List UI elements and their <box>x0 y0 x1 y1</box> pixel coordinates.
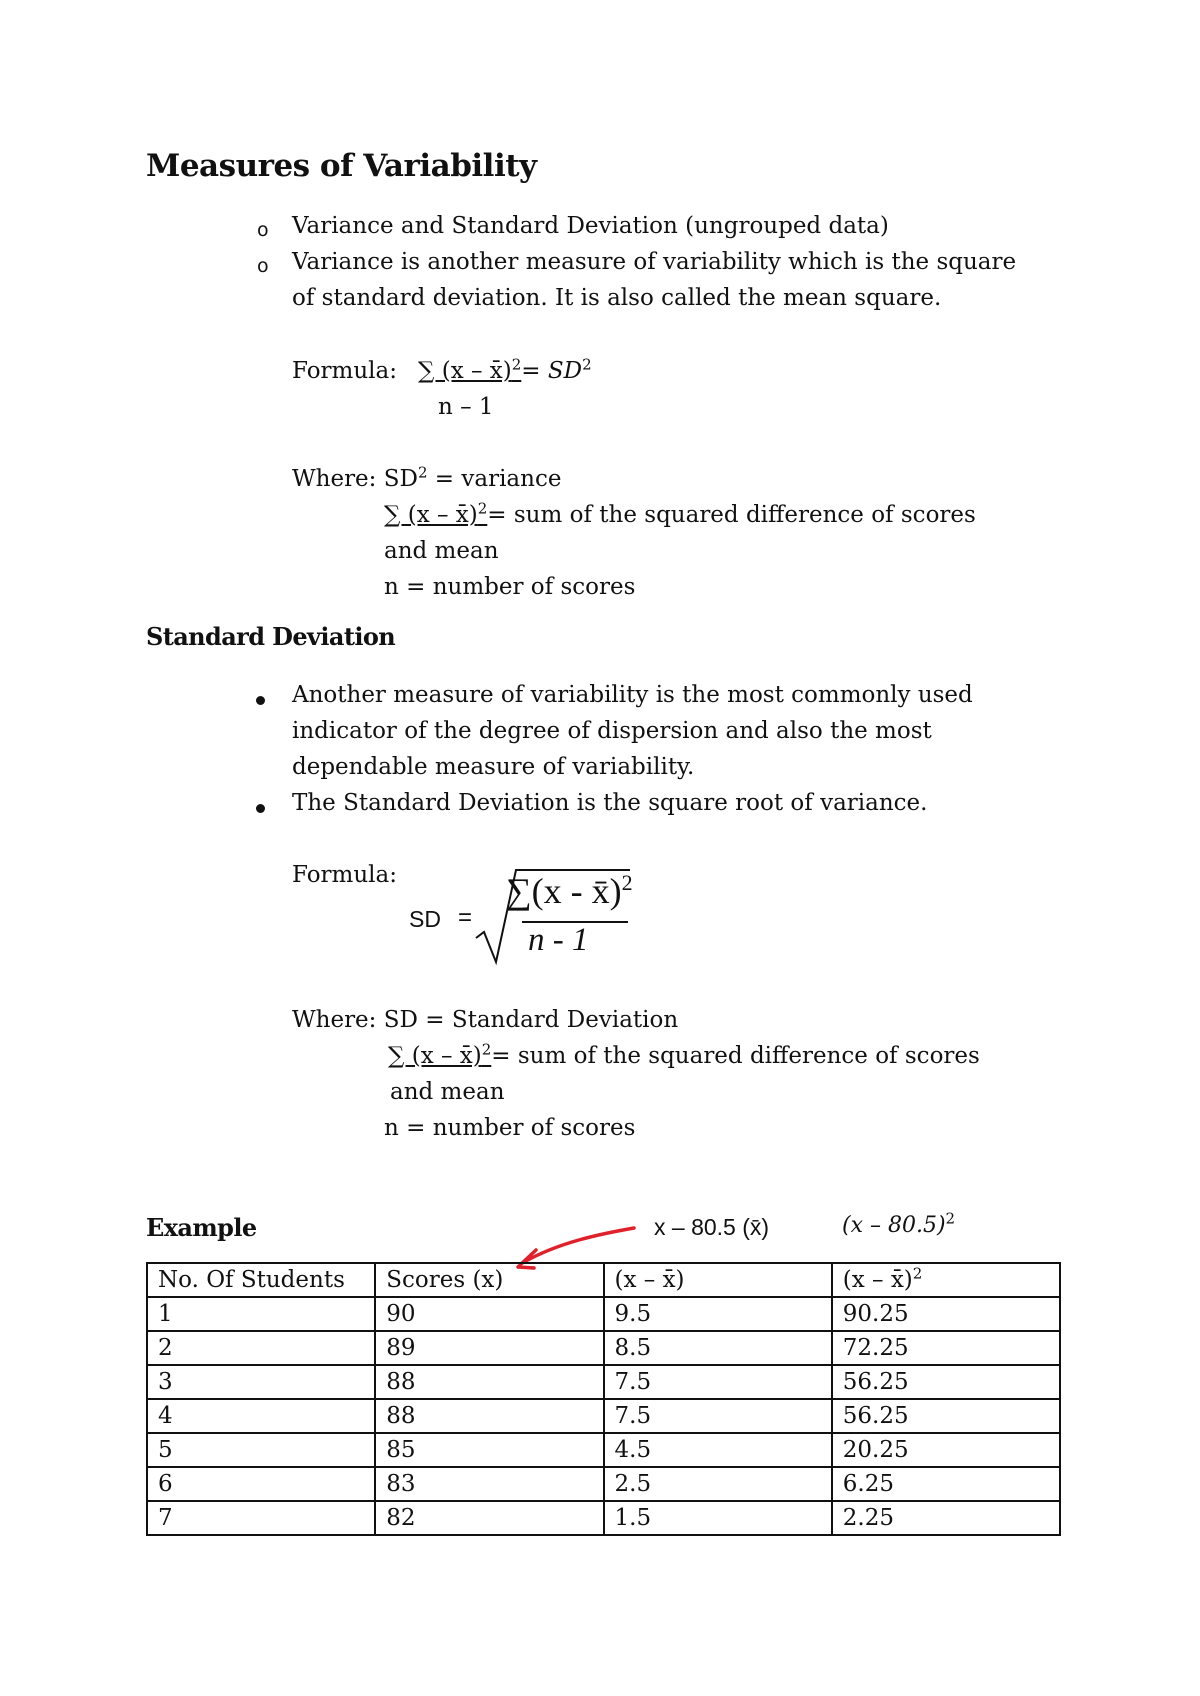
table-header-cell: Scores (x) <box>375 1263 603 1297</box>
table-row <box>147 1365 1060 1399</box>
table-cell: 6 <box>147 1467 375 1501</box>
variance-formula-sup: 2 <box>511 355 522 374</box>
table-cell: 89 <box>375 1331 603 1365</box>
table-cell: 1.5 <box>604 1501 832 1535</box>
sd-formula-numerator-sup: 2 <box>621 870 633 895</box>
table-cell: 85 <box>375 1433 603 1467</box>
variance-where-label: Where: SD <box>292 466 418 492</box>
sd-heading: Standard Deviation <box>146 622 396 651</box>
table-header-cell: (x – x̄) <box>604 1263 832 1297</box>
table-cell: 9.5 <box>604 1297 832 1331</box>
variance-where-sum-desc: = sum of the squared difference of scores <box>487 502 976 528</box>
sd-where-line2 <box>388 1038 980 1074</box>
bullet-circle-icon: o <box>257 219 269 241</box>
table-row <box>147 1433 1060 1467</box>
table-row <box>147 1501 1060 1535</box>
variance-where-n: n = number of scores <box>384 574 636 600</box>
sd-formula-eq: = <box>458 904 473 931</box>
table-header-cell <box>832 1263 1060 1297</box>
table-row <box>147 1399 1060 1433</box>
example-annotation-squared-text: (x – 80.5) <box>842 1213 946 1238</box>
sd-formula-denominator: n - 1 <box>528 922 589 958</box>
sd-formula-numerator <box>506 870 633 912</box>
sd-where-sum-sup: 2 <box>481 1040 492 1059</box>
table-cell: 56.25 <box>832 1399 1060 1433</box>
variance-where-and-mean: and mean <box>384 538 499 564</box>
sd-bullet-1-cont-2: dependable measure of variability. <box>292 754 695 780</box>
table-cell: 2 <box>147 1331 375 1365</box>
table-cell: 56.25 <box>832 1365 1060 1399</box>
table-cell: 7 <box>147 1501 375 1535</box>
example-annotation-squared-sup: 2 <box>945 1209 956 1228</box>
table-cell: 4 <box>147 1399 375 1433</box>
table-cell: 2.5 <box>604 1467 832 1501</box>
table-cell: 82 <box>375 1501 603 1535</box>
sd-bullet-1: Another measure of variability is the most commonly used <box>292 682 973 708</box>
table-row <box>147 1297 1060 1331</box>
variance-where-line1 <box>292 461 561 497</box>
sd-where-n: n = number of scores <box>384 1115 636 1141</box>
variance-where-rest: = variance <box>427 466 562 492</box>
table-row <box>147 1331 1060 1365</box>
sd-bullet-1-cont-1: indicator of the degree of dispersion and also the most <box>292 718 932 744</box>
table-cell: 2.25 <box>832 1501 1060 1535</box>
table-header-sup: 2 <box>912 1264 923 1283</box>
variance-formula-label: Formula: <box>292 358 397 384</box>
table-cell: 6.25 <box>832 1467 1060 1501</box>
table-cell: 1 <box>147 1297 375 1331</box>
table-row <box>147 1467 1060 1501</box>
table-cell: 3 <box>147 1365 375 1399</box>
variance-formula-numerator: ∑ (x – x̄) <box>418 358 512 384</box>
table-header-text: (x – x̄) <box>842 1267 913 1293</box>
page-title: Measures of Variability <box>146 148 537 184</box>
bullet-dot-icon <box>256 798 265 817</box>
sd-where-line1: Where: SD = Standard Deviation <box>292 1007 679 1033</box>
table-cell: 5 <box>147 1433 375 1467</box>
variance-formula-denominator: n – 1 <box>438 394 494 420</box>
bullet-circle-icon: o <box>257 255 269 277</box>
sd-formula-sd-label: SD <box>409 906 441 932</box>
variance-where-sum: ∑ (x – x̄) <box>384 502 478 528</box>
example-annotation-squared <box>842 1209 956 1238</box>
variance-formula <box>418 353 592 389</box>
table-cell: 83 <box>375 1467 603 1501</box>
table-cell: 90 <box>375 1297 603 1331</box>
variance-where-sup: 2 <box>417 463 428 482</box>
variance-bullet-1: Variance and Standard Deviation (ungrouped data) <box>292 213 889 239</box>
variance-where-sum-sup: 2 <box>477 499 488 518</box>
table-cell: 7.5 <box>604 1365 832 1399</box>
table-cell: 7.5 <box>604 1399 832 1433</box>
sd-where-sum: ∑ (x – x̄) <box>388 1043 482 1069</box>
table-cell: 8.5 <box>604 1331 832 1365</box>
sd-bullet-2: The Standard Deviation is the square root of variance. <box>292 790 928 816</box>
bullet-dot-icon <box>256 690 265 709</box>
variance-formula-eq-sup: 2 <box>582 355 592 374</box>
table-cell: 72.25 <box>832 1331 1060 1365</box>
table-cell: 20.25 <box>832 1433 1060 1467</box>
table-cell: 88 <box>375 1365 603 1399</box>
sd-where-and-mean: and mean <box>390 1079 505 1105</box>
sd-where-sum-desc: = sum of the squared difference of scores <box>491 1043 980 1069</box>
example-heading: Example <box>146 1213 257 1242</box>
table-header-cell: No. Of Students <box>147 1263 375 1297</box>
scores-table <box>146 1262 1061 1536</box>
example-annotation-mean: x – 80.5 (x̄) <box>654 1214 770 1240</box>
variance-where-line2 <box>384 497 976 533</box>
sd-formula-numerator-text: ∑(x - x̄) <box>506 871 622 911</box>
table-cell: 4.5 <box>604 1433 832 1467</box>
table-cell: 90.25 <box>832 1297 1060 1331</box>
variance-formula-eq: = SD <box>521 358 583 384</box>
table-cell: 88 <box>375 1399 603 1433</box>
variance-bullet-2-cont: of standard deviation. It is also called the mean square. <box>292 285 942 311</box>
variance-bullet-2: Variance is another measure of variability which is the square <box>292 249 1017 275</box>
table-header-row <box>147 1263 1060 1297</box>
sd-formula-label: Formula: <box>292 862 397 888</box>
